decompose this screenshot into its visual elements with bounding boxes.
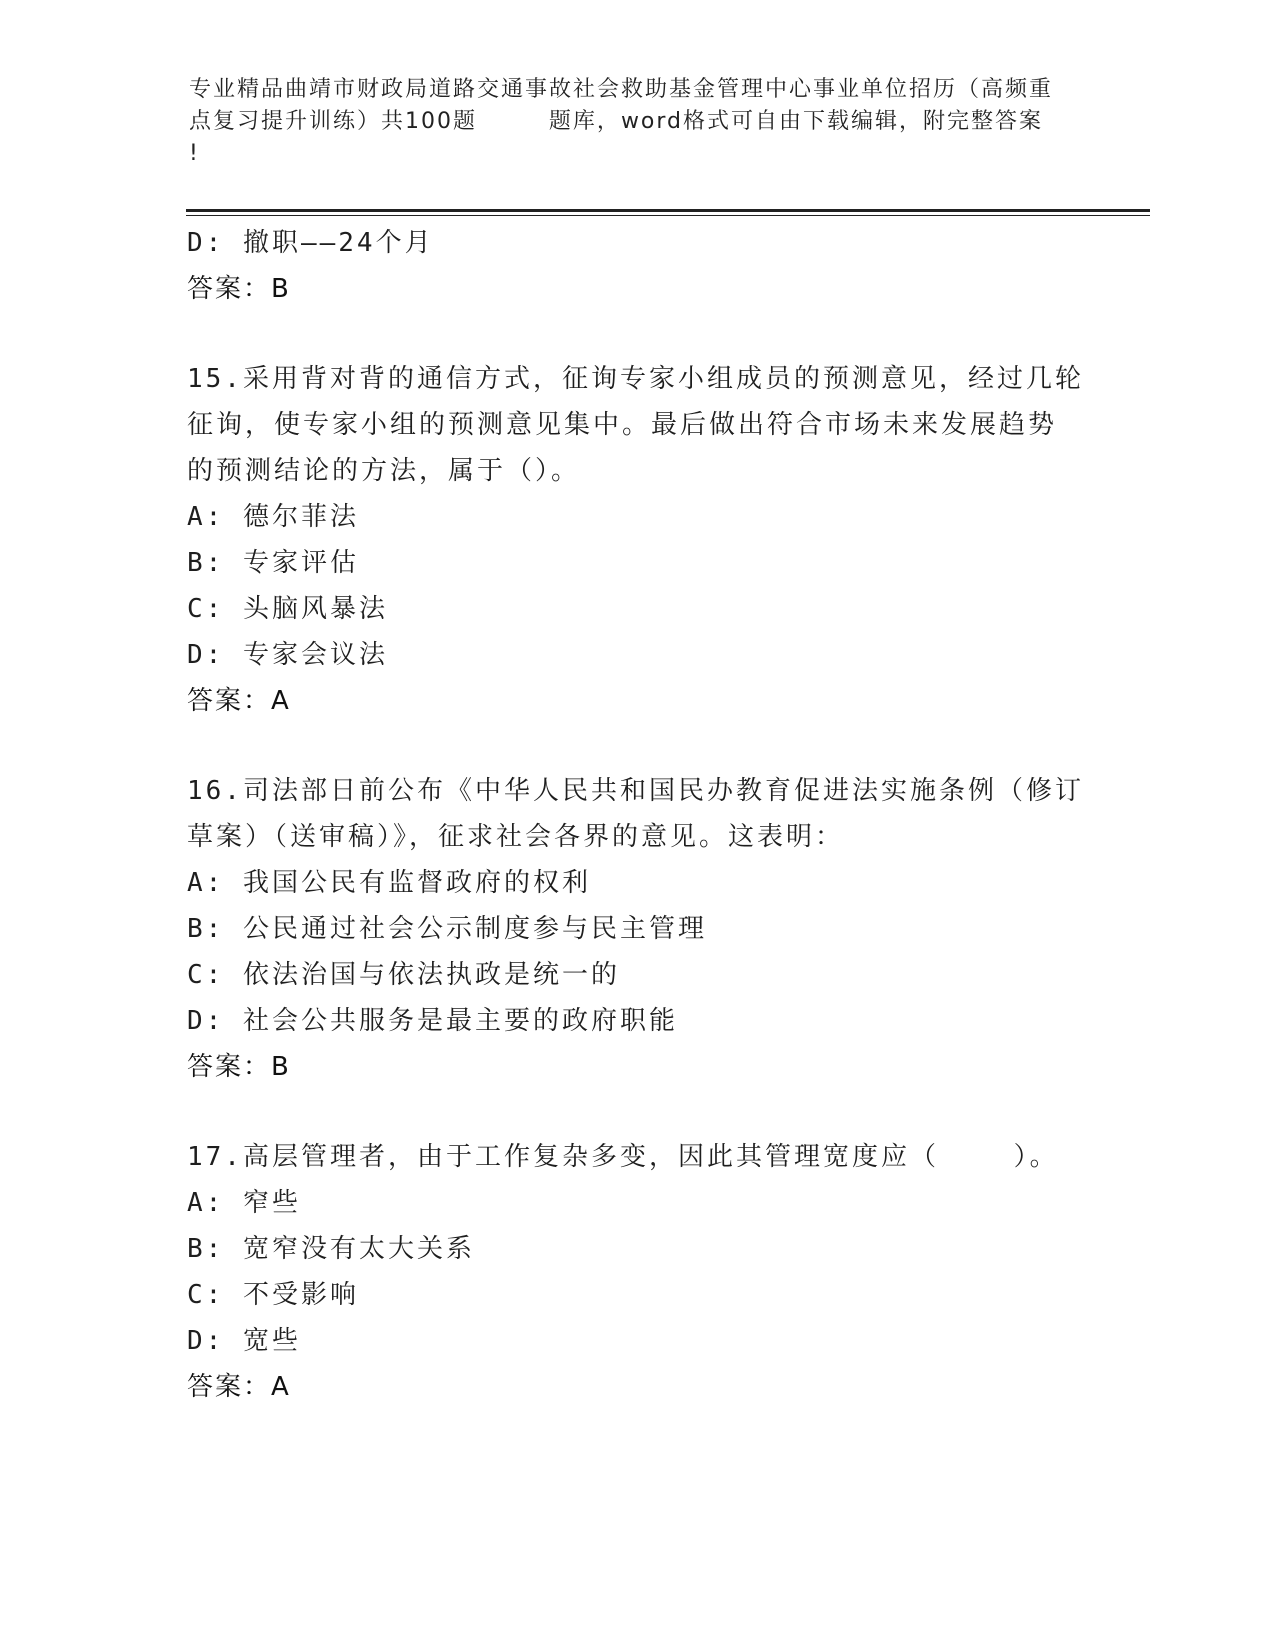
question-16 [187,768,1087,1090]
option-a: A: 德尔菲法 [187,502,359,532]
question-17 [187,1134,1087,1410]
header-rule-thin [186,215,1150,216]
question-stem-line: 17.高层管理者，由于工作复杂多变，因此其管理宽度应（ ）。 [187,1142,1059,1172]
spacer [187,312,1087,356]
spacer [187,724,1087,768]
option-b: B: 公民通过社会公示制度参与民主管理 [187,914,707,944]
question-stem-line: 16.司法部日前公布《中华人民共和国民办教育促进法实施条例（修订 [187,776,1084,806]
option-c: C: 头脑风暴法 [187,594,388,624]
question-stem-line: 征询，使专家小组的预测意见集中。最后做出符合市场未来发展趋势 [187,410,1058,440]
prev-answer: 答案：B [187,274,291,304]
option-d: D: 专家会议法 [187,640,388,670]
header-line-1: 专业精品曲靖市财政局道路交通事故社会救助基金管理中心事业单位招历（高频重 [189,77,1054,102]
option-a: A: 窄些 [187,1188,301,1218]
question-stem-line: 15.采用背对背的通信方式，征询专家小组成员的预测意见，经过几轮 [187,364,1084,394]
option-a: A: 我国公民有监督政府的权利 [187,868,591,898]
answer: 答案：A [187,1372,291,1402]
header-line-2: 点复习提升训练）共100题 题库，word格式可自由下载编辑，附完整答案 [189,109,1044,134]
option-c: C: 不受影响 [187,1280,359,1310]
question-15 [187,356,1087,724]
document-header [189,74,1089,170]
prev-option-d: D: 撤职——24个月 [187,228,434,258]
answer: 答案：A [187,686,291,716]
option-c: C: 依法治国与依法执政是统一的 [187,960,620,990]
spacer [187,1090,1087,1134]
header-rule-thick [186,209,1150,212]
header-line-3: ! [189,141,200,166]
option-b: B: 宽窄没有太大关系 [187,1234,475,1264]
question-stem-line: 草案）（送审稿）》，征求社会各界的意见。这表明： [187,822,845,852]
option-d: D: 宽些 [187,1326,301,1356]
answer: 答案：B [187,1052,291,1082]
option-b: B: 专家评估 [187,548,359,578]
question-stem-line: 的预测结论的方法，属于（）。 [187,456,581,486]
question-content [187,220,1087,1410]
option-d: D: 社会公共服务是最主要的政府职能 [187,1006,678,1036]
